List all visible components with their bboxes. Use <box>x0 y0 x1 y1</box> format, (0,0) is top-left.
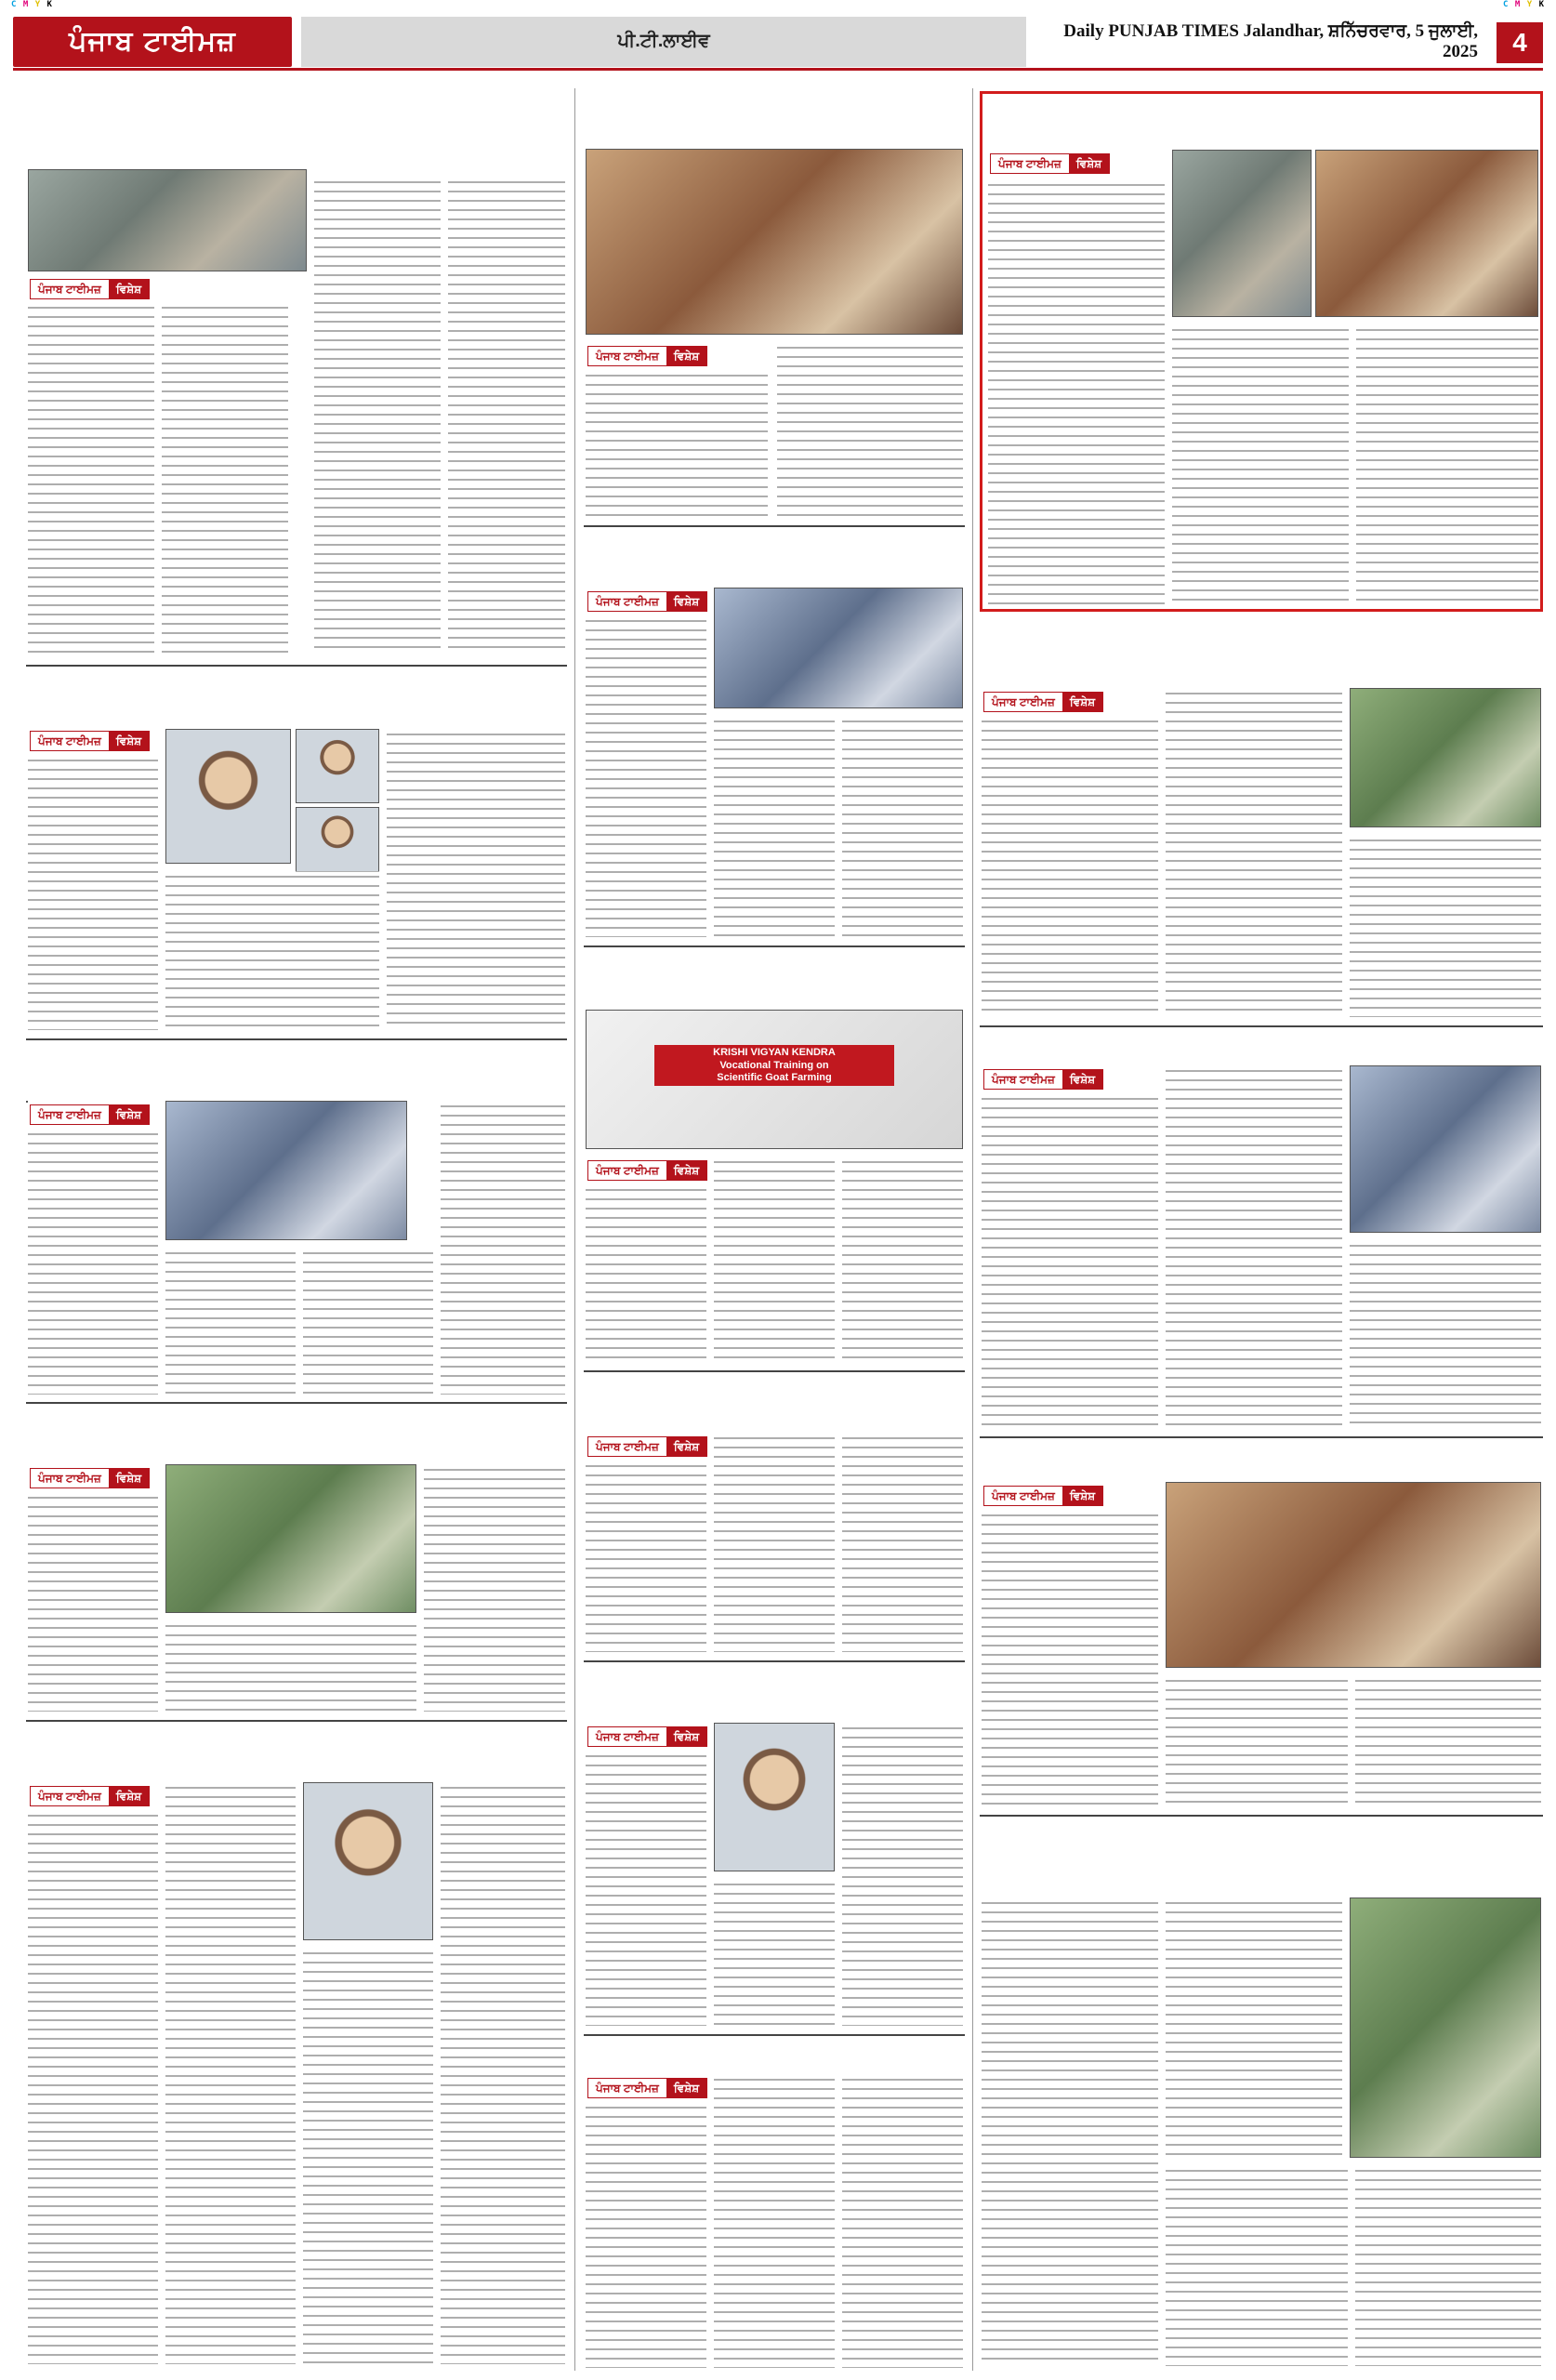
article-body-text <box>586 2102 706 2368</box>
article-goat-farming <box>584 952 965 1366</box>
article-byline: ਪੰਜਾਬ ਟਾਈਮਜ਼ ਵਿਸ਼ੇਸ਼ <box>990 153 1110 174</box>
article-photo <box>1350 1065 1541 1233</box>
article-photo <box>296 729 379 803</box>
article-stubble <box>26 1045 567 1398</box>
article-body-text <box>842 1723 963 2026</box>
article-body-text <box>1355 1675 1541 1805</box>
article-sudesh-rani-goyal <box>584 2041 965 2371</box>
article-body-text <box>28 1129 158 1395</box>
article-body-text <box>165 1248 296 1395</box>
article-byline: ਪੰਜਾਬ ਟਾਈਮਜ਼ ਵਿਸ਼ੇਸ਼ <box>30 1104 150 1125</box>
article-headline <box>26 93 567 97</box>
article-headline <box>26 1726 567 1730</box>
page-number: 4 <box>1497 22 1543 63</box>
divider <box>584 1370 965 1372</box>
article-body-text <box>982 1897 1158 2366</box>
article-byline: ਪੰਜਾਬ ਟਾਈਮਜ਼ ਵਿਸ਼ੇਸ਼ <box>30 279 150 299</box>
article-body-text <box>777 342 963 517</box>
article-body-text <box>1166 1675 1348 1805</box>
article-photo <box>586 149 963 335</box>
article-body-text <box>441 1782 565 2364</box>
article-body-text <box>982 716 1158 1017</box>
article-body-text <box>1166 2165 1348 2366</box>
divider <box>26 1720 567 1722</box>
article-body-text <box>314 177 441 655</box>
article-body-text <box>1166 688 1342 1017</box>
article-body-text <box>1166 1897 1342 2158</box>
article-school-buses <box>980 1032 1543 1432</box>
article-divyang-awards <box>584 1667 965 2030</box>
article-byline: ਪੰਜਾਬ ਟਾਈਮਜ਼ ਵਿਸ਼ੇਸ਼ <box>30 731 150 751</box>
article-akali-dal <box>584 93 965 521</box>
article-headline <box>980 621 1543 625</box>
article-headline <box>980 1443 1543 1447</box>
article-body-text <box>714 1157 835 1361</box>
article-body-text <box>448 177 565 655</box>
masthead <box>13 15 1543 71</box>
divider <box>26 1402 567 1404</box>
article-photo <box>296 807 379 872</box>
article-body-text <box>165 1620 416 1712</box>
article-body-text <box>165 871 379 1029</box>
article-storage-ban <box>26 1726 567 2368</box>
article-headline <box>584 1667 965 1671</box>
article-headline <box>26 671 567 675</box>
divider <box>584 2034 965 2036</box>
article-body-text <box>1172 324 1349 607</box>
article-body-text <box>982 1510 1158 1805</box>
article-photo <box>586 1010 963 1149</box>
article-sports-parks <box>26 1408 567 1715</box>
article-body-text <box>28 302 154 655</box>
cmyk-marks-right: C M Y K <box>1503 0 1545 9</box>
article-body-text <box>842 2074 963 2368</box>
dateline: Daily PUNJAB TIMES Jalandhar, ਸ਼ਨਿੱਚਰਵਾਰ, 5 ਜੁਲਾਈ, 2025 <box>1063 20 1478 61</box>
article-byline: ਪੰਜਾਬ ਟਾਈਮਜ਼ ਵਿਸ਼ੇਸ਼ <box>587 1726 707 1747</box>
article-photo <box>714 1723 835 1871</box>
article-swachh-bharat <box>980 621 1543 1021</box>
article-headline <box>584 2041 965 2044</box>
article-headline <box>26 1408 567 1412</box>
article-byline: ਪੰਜਾਬ ਟਾਈਮਜ਼ ਵਿਸ਼ੇਸ਼ <box>587 591 707 612</box>
divider <box>584 945 965 947</box>
article-body-text <box>714 1879 835 2026</box>
article-high-court <box>26 671 567 1034</box>
article-byline: ਪੰਜਾਬ ਟਾਈਮਜ਼ ਵਿਸ਼ੇਸ਼ <box>587 346 707 366</box>
article-byline: ਪੰਜਾਬ ਟਾਈਮਜ਼ ਵਿਸ਼ੇਸ਼ <box>30 1468 150 1488</box>
article-body-text <box>586 1461 706 1652</box>
article-byline: ਪੰਜਾਬ ਟਾਈਮਜ਼ ਵਿਸ਼ੇਸ਼ <box>587 1436 707 1457</box>
article-body-text <box>165 1782 296 2364</box>
divider <box>26 665 567 667</box>
article-photo <box>1315 150 1538 317</box>
article-body-text <box>424 1464 565 1712</box>
article-body-text <box>1355 2165 1541 2366</box>
article-body-text <box>842 1157 963 1361</box>
article-body-text <box>586 615 706 937</box>
divider <box>980 1436 1543 1438</box>
article-body-text <box>1166 1065 1342 1428</box>
article-photo <box>28 169 307 271</box>
article-headline <box>584 1377 965 1381</box>
photo-banner: KRISHI VIGYAN KENDRA Vocational Training on Scientific Goat Farming <box>654 1045 895 1086</box>
article-suman-rani <box>980 1443 1543 1810</box>
article-photo <box>303 1782 433 1940</box>
article-byline: ਪੰਜਾਬ ਟਾਈਮਜ਼ ਵਿਸ਼ੇਸ਼ <box>983 692 1103 712</box>
article-photo <box>1350 1897 1541 2158</box>
column-rule <box>972 88 973 2371</box>
article-body-text <box>982 1093 1158 1428</box>
cmyk-marks-left: C M Y K <box>11 0 53 9</box>
article-photo <box>165 1101 407 1240</box>
divider <box>980 1815 1543 1817</box>
article-body-text <box>1350 835 1541 1017</box>
article-theft <box>980 91 1543 612</box>
article-body-text <box>28 1810 158 2364</box>
article-body-text <box>842 1433 963 1652</box>
article-headline <box>584 532 965 536</box>
divider <box>584 525 965 527</box>
article-photo <box>1350 688 1541 827</box>
divider <box>980 1025 1543 1027</box>
article-body-text <box>441 1101 565 1395</box>
article-body-text <box>988 179 1165 607</box>
article-photo <box>26 1101 28 1103</box>
article-photo <box>714 588 963 708</box>
article-body-text <box>28 755 158 1030</box>
article-byline: ਪੰਜਾਬ ਟਾਈਮਜ਼ ਵਿਸ਼ੇਸ਼ <box>983 1069 1103 1090</box>
article-body-text <box>586 1184 706 1361</box>
article-photo <box>165 1464 416 1613</box>
article-byline: ਪੰਜਾਬ ਟਾਈਮਜ਼ ਵਿਸ਼ੇਸ਼ <box>30 1786 150 1806</box>
article-body-text <box>303 1948 433 2364</box>
article-body-text <box>714 716 835 937</box>
article-photo <box>165 729 291 864</box>
article-headline <box>980 1821 1543 1825</box>
newspaper-logo: ਪੰਜਾਬ ਟਾਈਮਜ਼ <box>13 17 292 67</box>
article-headline <box>584 93 965 97</box>
article-body-text <box>714 1433 835 1652</box>
article-body-text <box>162 302 288 655</box>
article-acid-attack-pension <box>584 1377 965 1656</box>
article-photo <box>1172 150 1312 317</box>
divider <box>584 1660 965 1662</box>
article-body-text <box>1356 324 1538 607</box>
article-body-text <box>714 2074 835 2368</box>
section-name: ਪੀ.ਟੀ.ਲਾਈਵ <box>301 17 1026 67</box>
article-body-text <box>842 716 963 937</box>
article-aam-aadmi-clinics <box>584 532 965 941</box>
column-rule <box>574 88 575 2371</box>
divider <box>26 1038 567 1040</box>
article-headline <box>584 952 965 956</box>
article-special-act <box>26 93 567 660</box>
print-registration-strip <box>0 0 1556 9</box>
article-headline <box>980 1032 1543 1036</box>
article-body-text <box>586 1751 706 2026</box>
article-photo <box>1166 1482 1541 1668</box>
article-body-text <box>303 1248 433 1395</box>
article-body-text <box>586 370 768 517</box>
article-byline: ਪੰਜਾਬ ਟਾਈਮਜ਼ ਵਿਸ਼ੇਸ਼ <box>587 2078 707 2098</box>
article-body-text <box>387 729 565 1030</box>
article-body-text <box>28 1492 158 1712</box>
article-byline: ਪੰਜਾਬ ਟਾਈਮਜ਼ ਵਿਸ਼ੇਸ਼ <box>587 1160 707 1181</box>
article-headline <box>26 1045 567 1049</box>
article-tanda-road <box>980 1821 1543 2370</box>
article-body-text <box>1350 1240 1541 1428</box>
article-byline: ਪੰਜਾਬ ਟਾਈਮਜ਼ ਵਿਸ਼ੇਸ਼ <box>983 1486 1103 1506</box>
article-headline <box>982 94 1540 98</box>
